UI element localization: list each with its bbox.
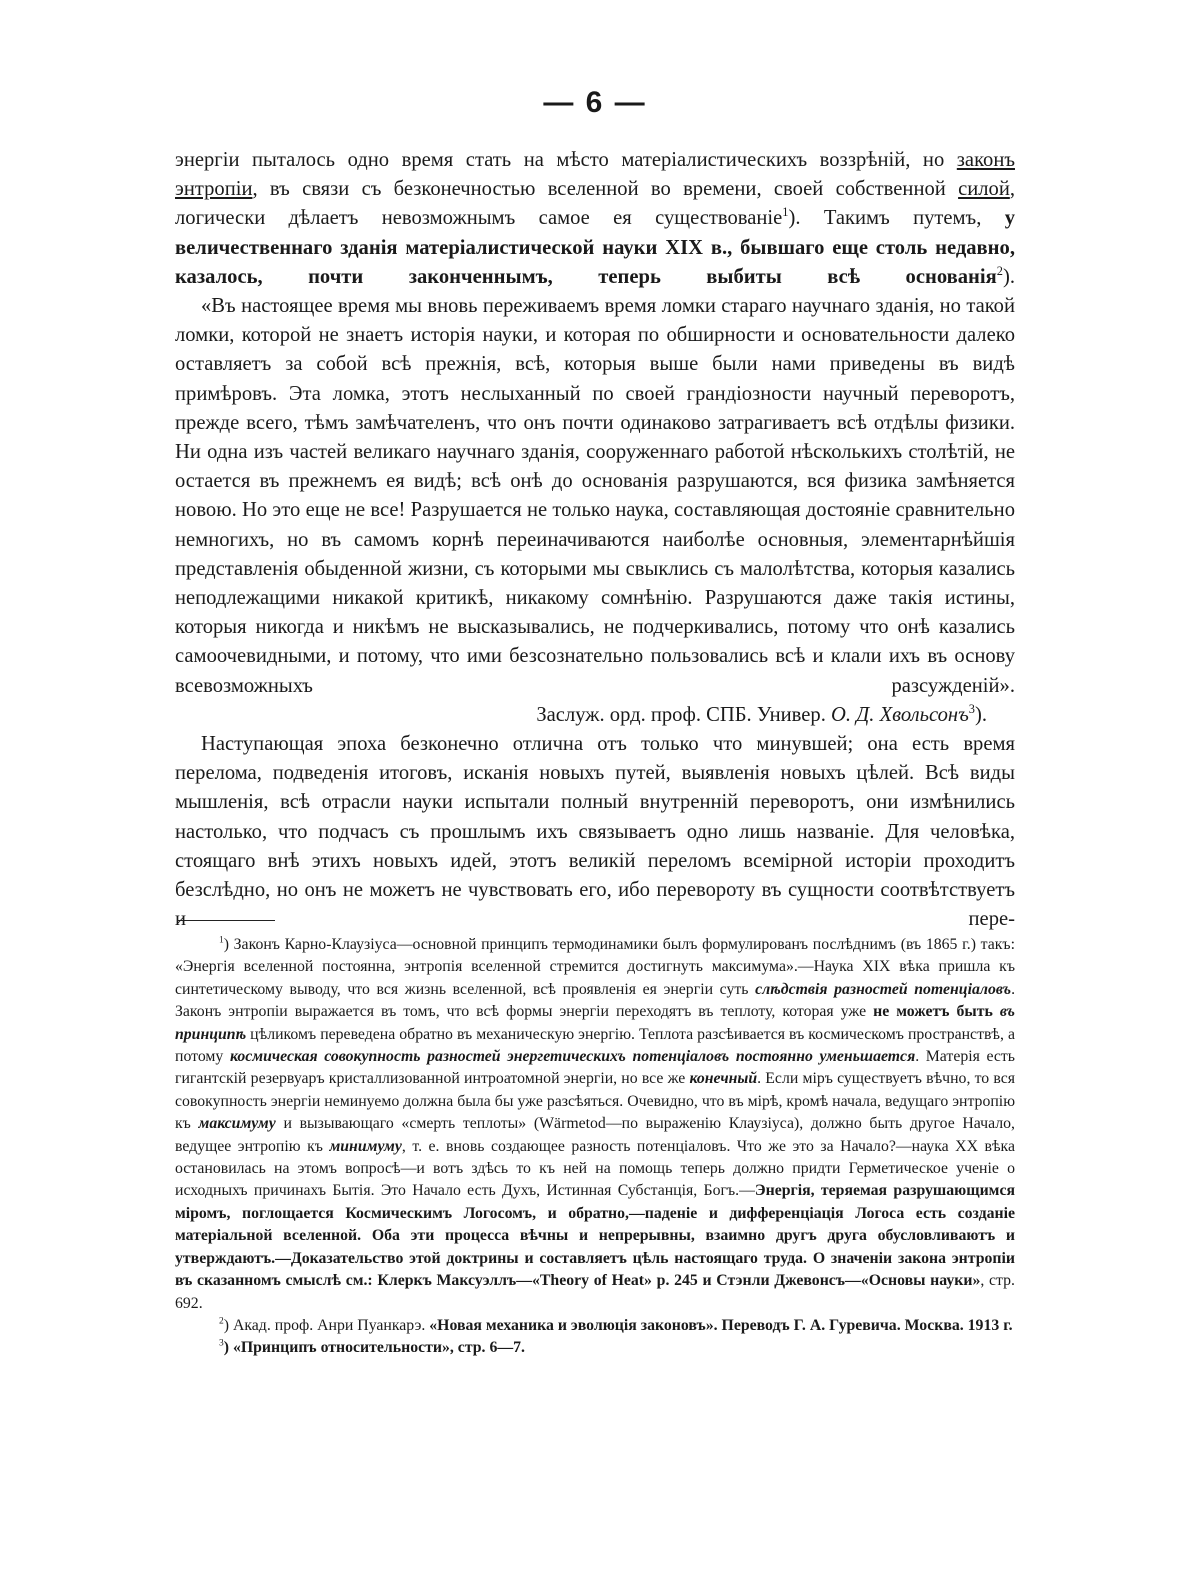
footnote-2: [175, 1315, 1015, 1337]
paragraph-epoch: Наступающая эпоха безконечно отлична отъ только что минувшей; она есть время перелома, подведенія итоговъ, исканія новыхъ путей, выявленія новыхъ цѣлей. Всѣ виды мышленія, всѣ отрасли науки испытали полный внутренній переворотъ, они измѣнились настолько, что подчасъ съ прошлымъ ихъ связываетъ одно лишь названіе. Для человѣка, стоящаго внѣ этихъ новыхъ идей, этотъ великій переломъ всемірной исторіи проходитъ безслѣдно, но онъ не можетъ не чувствовать его, ибо перевороту въ сущности соотвѣтствуетъ и пере-: [175, 733, 1015, 931]
text-run: , стр. 692.: [175, 1272, 1015, 1312]
emphasis: максимуму: [198, 1115, 276, 1133]
text-run: энергіи пыталось одно время стать на мѣсто матеріалистическихъ воззрѣній, но: [175, 149, 957, 171]
emphasis: конечный: [689, 1070, 758, 1088]
text-run: цѣликомъ переведена обратно въ механическую энергію. Теплота разсѣивается въ космическомъ пространствѣ, а потому: [175, 1025, 1015, 1066]
footnote-ref-1[interactable]: 1: [782, 205, 789, 220]
paragraph-intro: [175, 146, 1015, 292]
emphasis: минимуму: [329, 1137, 402, 1155]
emphasis: космическая совокупность разностей энергетическихъ потенціаловъ постоянно уменьшается: [229, 1048, 916, 1066]
emphasis: слѣдствія разностей потенціаловъ: [755, 980, 1012, 998]
text-run: ) Акад. проф. Анри Пуанкарэ.: [223, 1316, 430, 1334]
emphasis: не можетъ быть: [873, 1003, 993, 1021]
text-run: , логически дѣлаетъ невозможнымъ самое ея существованіе: [175, 178, 1015, 230]
page-number: — 6 —: [543, 86, 647, 119]
underlined-term-force: силой: [958, 178, 1010, 201]
text-run: . Матерія есть гигантскій резервуаръ кристаллизованной интроатомной энергіи, но все же: [175, 1048, 1016, 1088]
attribution-title: Заслуж. орд. проф. СПБ. Универ.: [536, 703, 832, 726]
text-run: ) Законъ Карно-Клаузіуса—основной принципъ термодинамики былъ формулированъ послѣднимъ (въ 1865 г.) такъ: «Энергія вселенной постоянна, энтропія вселенной стремится достигнуть максимума».—Наука XIX вѣка пришла къ синтетическому выводу, что вся жизнь вселенной, всѣ проявленія ея энергіи суть: [175, 936, 1015, 998]
underlined-term-entropy-law: законъ энтропіи: [175, 149, 1015, 201]
attribution-author: О. Д. Хвольсонъ: [831, 703, 969, 726]
footnote-mark: 3: [219, 1339, 224, 1350]
text-run: . Законъ энтропіи выражается въ томъ, что всѣ формы энергіи переходятъ въ теплоту, которая уже: [175, 980, 1016, 1021]
main-text: [175, 146, 1015, 934]
text-run: , т. е. вновь создающее разность потенціаловъ. Что же это за Начало?—наука XX вѣка остановилась на этомъ вопросѣ—и вотъ здѣсь то къ ней на помощь теперь должно придти Герметическое ученіе о исходныхъ причинахъ Бытія. Это Начало есть Духъ, Истинная Субстанція, Богъ.—: [175, 1137, 1015, 1200]
text-run: ).: [974, 703, 987, 726]
text-run: и вызывающаго «смерть теплоты» (Wärmetod—по выраженію Клаузіуса), должно быть другое Начало, ведущее энтропію къ: [175, 1115, 1016, 1155]
text-run: . Если міръ существуетъ вѣчно, то вся совокупность энергіи неминуемо должна была бы уже разсѣяться. Очевидно, что въ мірѣ, кромѣ начала, ведущаго энтропію къ: [175, 1070, 1015, 1133]
footnote-3: [175, 1337, 1015, 1359]
citation: «Новая механика и эволюція законовъ». Переводъ Г. А. Гуревича. Москва. 1913 г.: [429, 1316, 1013, 1334]
text-run: ).: [1002, 265, 1015, 288]
citation: ) «Принципъ относительности», стр. 6—7.: [223, 1339, 525, 1357]
text-run: ). Такимъ путемъ,: [788, 207, 1005, 230]
footnote-ref-3[interactable]: 3: [968, 702, 975, 716]
footnote-mark: 2: [219, 1316, 224, 1327]
quote-paragraph: «Въ настоящее время мы вновь переживаемъ время ломки стараго научнаго зданія, но такой ломки, которой не знаетъ исторія науки, и которая по обширности и основательности далеко оставляетъ за собой всѣ прежнія, всѣ, которыя выше были нами приведены въ видѣ примѣровъ. Эта ломка, этотъ неслыханный по своей грандіозности научный переворотъ, прежде всего, тѣмъ замѣчателенъ, что онъ почти одинаково затрагиваетъ всѣ отдѣлы физики. Ни одна изъ частей великаго научнаго зданія, сооруженнаго работой нѣсколькихъ столѣтій, не остается въ прежнемъ ея видѣ; всѣ онѣ до основанія разрушаются, вся физика замѣняется новою. Но это еще не все! Разрушается не только наука, составляющая достояніе сравнительно немногихъ, но въ самомъ корнѣ переиначиваются наиболѣе основныя, элементарнѣйшія представленія обыденной жизни, съ которыми мы свыклись съ малолѣтства, которыя казались неподлежащими никакой критикѣ, никакому сомнѣнію. Разрушаются даже такія истины, которыя никогда и никѣмъ не высказывались, не подчеркивались, потому что онѣ казались самоочевидными, и потому, что ими безсознательно пользовались всѣ и клали ихъ въ основу всевозможныхъ разсужденій».: [175, 295, 1015, 697]
text-run: , въ связи съ безконечностью вселенной во времени, своей собственной: [252, 178, 959, 201]
footnote-divider: [177, 920, 275, 921]
bold-statement: у величественнаго зданія матеріалистической науки XIX в., бывшаго еще столь недавно, казалось, почти законченнымъ, теперь выбиты всѣ основанія: [175, 207, 1015, 288]
emphasis: въ принципѣ: [175, 1003, 1016, 1043]
text-run: [993, 1003, 1000, 1020]
footnotes: [175, 934, 1015, 1360]
footnote-mark: 1: [219, 935, 224, 946]
footnote-1: [175, 934, 1015, 1315]
footnote-ref-2[interactable]: 2: [996, 263, 1003, 278]
bold-statement: Энергія, теряемая разрушающимся міромъ, поглощается Космическимъ Логосомъ, и обратно,—паденіе и дифференціація Логоса есть созданіе матеріальной вселенной. Оба эти процесса вѣчны и непрерывны, взаимно другъ друга обусловливаютъ и утверждаютъ.—Доказательство этой доктрины и составляетъ цѣль настоящаго труда. О значеніи закона энтропіи въ сказанномъ смыслѣ см.: Клеркъ Максуэллъ—«Theory of Heat» р. 245 и Стэнли Джевонсъ—«Основы науки»: [175, 1182, 1015, 1290]
quote-attribution: [175, 701, 1015, 730]
